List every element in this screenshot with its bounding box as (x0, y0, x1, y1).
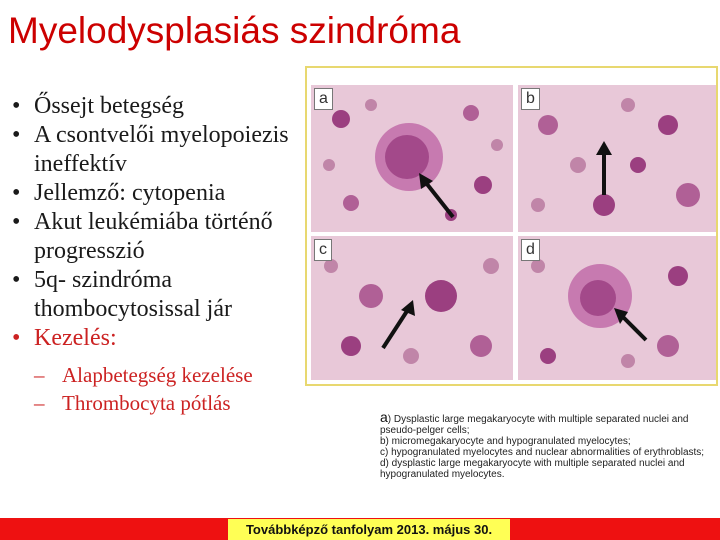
bullet-text: Őssejt betegség (34, 93, 184, 119)
panel-label-d: d (521, 239, 540, 261)
caption-letter-a: a (380, 409, 388, 425)
bullet-text: 5q- szindróma thombocytosissal jár (34, 267, 232, 322)
bullet-list (10, 92, 310, 417)
bullet-dot: • (12, 122, 21, 148)
micrograph-figure (305, 66, 718, 386)
caption-line-b: b) micromegakaryocyte and hypogranulated myelocytes; (380, 436, 631, 447)
bullet-text: A csontvelői myelopoiezis ineffektív (34, 122, 289, 177)
sub-bullet-text: Thrombocyta pótlás (62, 391, 231, 415)
panel-label-a: a (314, 88, 333, 110)
stained-cells-image (311, 85, 513, 232)
bullet-dot: • (12, 93, 21, 119)
caption-line-d: d) dysplastic large megakaryocyte with multiple separated nuclei and hypogranulated myelocytes. (380, 458, 685, 480)
caption-line-c: c) hypogranulated myelocytes and nuclear abnormalities of erythroblasts; (380, 447, 705, 458)
micrograph-panel-c (311, 236, 513, 380)
bullet-text: Jellemző: cytopenia (34, 180, 226, 206)
bullet-item (10, 179, 310, 208)
bullet-dot: • (12, 325, 21, 351)
slide-title: Myelodysplasiás szindróma (8, 10, 461, 51)
bullet-item (10, 121, 310, 179)
caption-text-a: ) Dysplastic large megakaryocyte with multiple separated nuclei and pseudo-pelger cells; (380, 414, 689, 436)
sub-bullet-text: Alapbetegség kezelése (62, 363, 253, 387)
bullet-dot: • (12, 209, 21, 235)
sub-bullet-item (10, 389, 310, 417)
bullet-text: Kezelés: (34, 325, 117, 351)
sub-bullet-item (10, 361, 310, 389)
micrograph-panel-b (518, 85, 716, 232)
stained-cells-image (518, 85, 716, 232)
caption-line-a (380, 409, 705, 436)
bullet-text: Akut leukémiába történő progresszió (34, 209, 273, 264)
bullet-item (10, 208, 310, 266)
figure-caption (380, 409, 705, 480)
bullet-item (10, 266, 310, 324)
panel-label-c: c (314, 239, 332, 261)
panel-label-b: b (521, 88, 540, 110)
bullet-dot: • (12, 180, 21, 206)
bullet-item-treatment (10, 324, 310, 353)
micrograph-panel-d (518, 236, 716, 380)
sub-bullet-dash: – (34, 391, 45, 415)
sub-bullet-dash: – (34, 363, 45, 387)
bullet-item (10, 92, 310, 121)
micrograph-panel-a (311, 85, 513, 232)
footer-text: Továbbképző tanfolyam 2013. május 30. (228, 519, 510, 540)
stained-cells-image (311, 236, 513, 380)
stained-cells-image (518, 236, 716, 380)
bullet-dot: • (12, 267, 21, 293)
